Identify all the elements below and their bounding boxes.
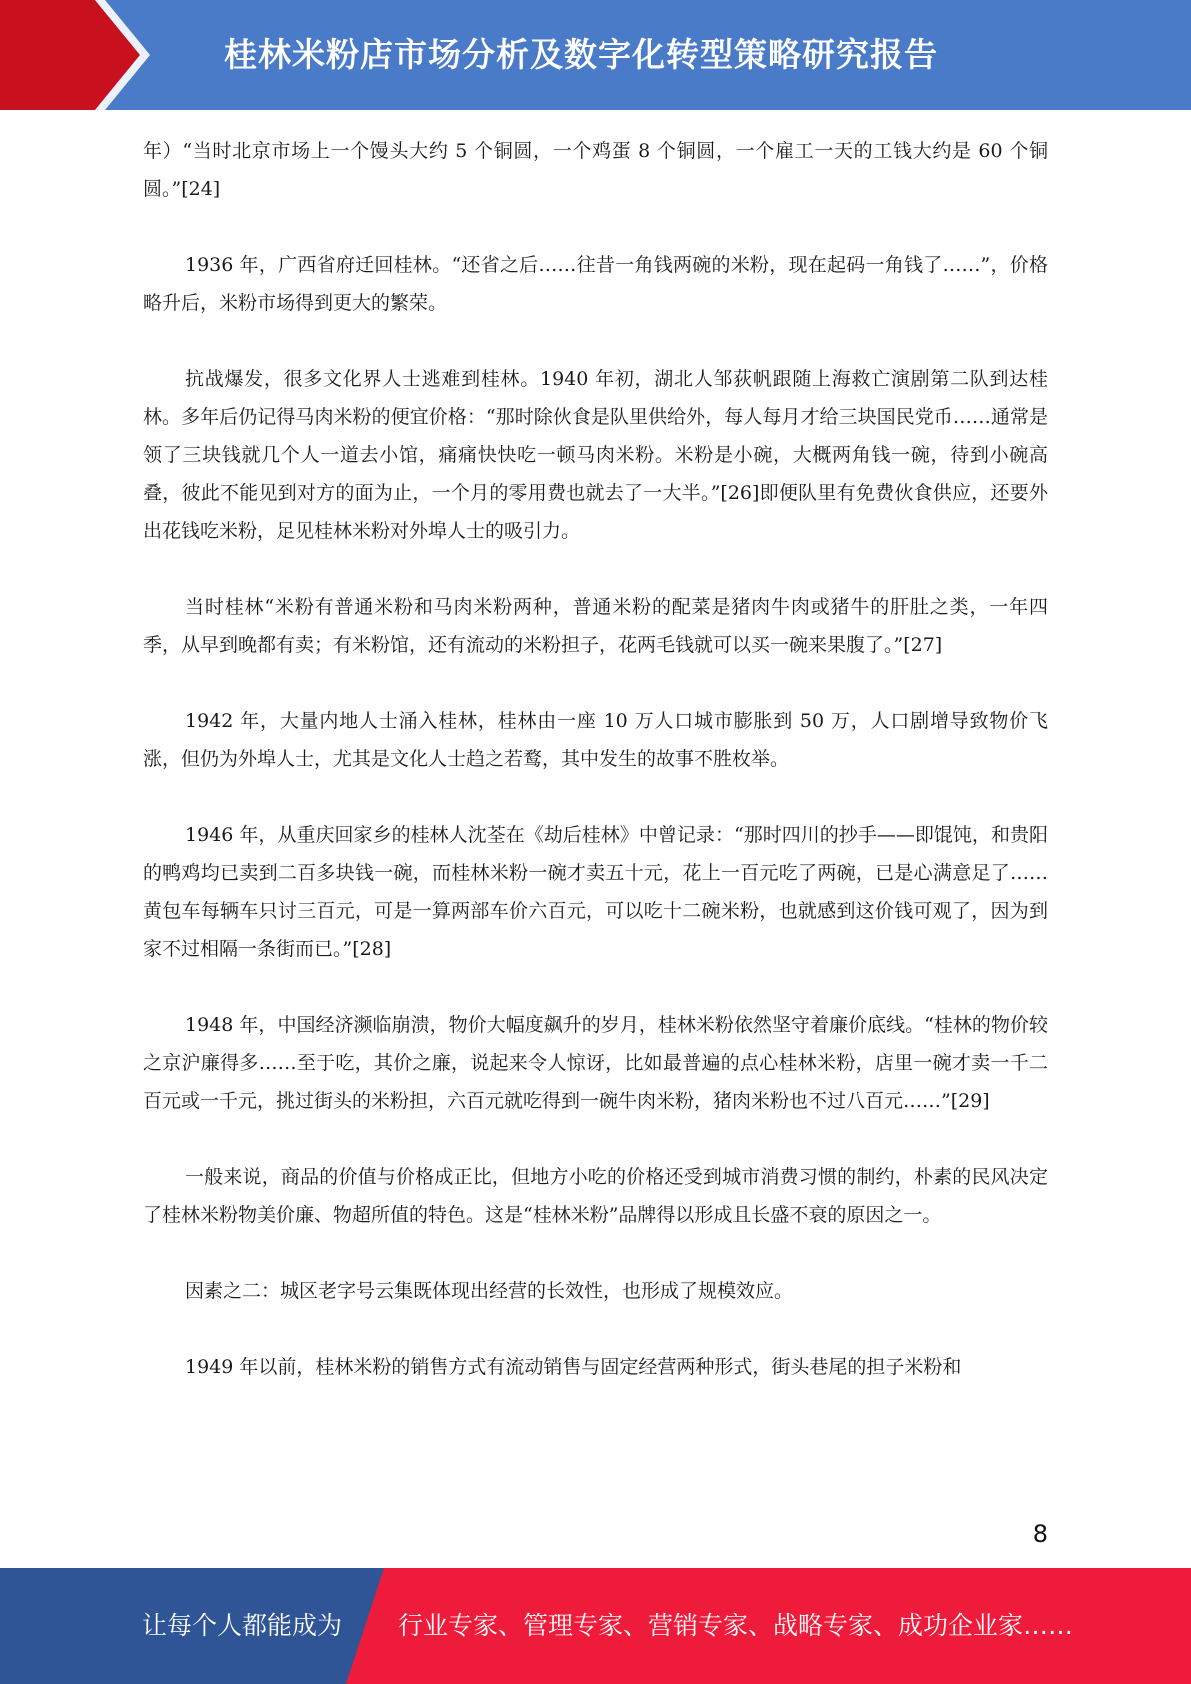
paragraph: 1949 年以前，桂林米粉的销售方式有流动销售与固定经营两种形式，街头巷尾的担子米粉和: [185, 1356, 962, 1378]
paragraph: 1936 年，广西省府迁回桂林。“还省之后……往昔一角钱两碗的米粉，现在起码一角钱了……”，价格略升后，米粉市场得到更大的繁荣。: [143, 254, 1048, 314]
paragraph: 因素之二：城区老字号云集既体现出经营的长效性，也形成了规模效应。: [185, 1280, 794, 1302]
paragraph: 1946 年，从重庆回家乡的桂林人沈荃在《劫后桂林》中曾记录：“那时四川的抄手——即馄饨，和贵阳的鸭鸡均已卖到二百多块钱一碗，而桂林米粉一碗才卖五十元，花上一百元吃了两碗，已是心满意足了……黄包车每辆车只讨三百元，可是一算两部车价六百元，可以吃十二碗米粉，也就感到这价钱可观了，因为到家不过相隔一条街而已。”[28]: [143, 824, 1048, 960]
page-footer: [0, 1568, 1191, 1684]
paragraph: 一般来说，商品的价值与价格成正比，但地方小吃的价格还受到城市消费习惯的制约，朴素的民风决定了桂林米粉物美价廉、物超所值的特色。这是“桂林米粉”品牌得以形成且长盛不衰的原因之一。: [143, 1166, 1048, 1226]
footer-slogan-right: 行业专家、管理专家、营销专家、战略专家、成功企业家……: [398, 1611, 1074, 1640]
paragraph: 抗战爆发，很多文化界人士逃难到桂林。1940 年初，湖北人邹荻帆跟随上海救亡演剧第二队到达桂林。多年后仍记得马肉米粉的便宜价格：“那时除伙食是队里供给外，每人每月才给三块国民党币……通常是领了三块钱就几个人一道去小馆，痛痛快快吃一顿马肉米粉。米粉是小碗，大概两角钱一碗，待到小碗高叠，彼此不能见到对方的面为止，一个月的零用费也就去了一大半。”[26]即便队里有免费伙食供应，还要外出花钱吃米粉，足见桂林米粉对外埠人士的吸引力。: [143, 368, 1048, 542]
paragraph: 当时桂林“米粉有普通米粉和马肉米粉两种，普通米粉的配菜是猪肉牛肉或猪牛的肝肚之类，一年四季，从早到晚都有卖；有米粉馆，还有流动的米粉担子，花两毛钱就可以买一碗来果腹了。”[27]: [143, 596, 1048, 656]
page-header: [0, 0, 1191, 110]
footer-slogan-left: 让每个人都能成为: [142, 1611, 343, 1640]
body-text: [143, 132, 1048, 1424]
paragraph: 1948 年，中国经济濒临崩溃，物价大幅度飙升的岁月，桂林米粉依然坚守着廉价底线。“桂林的物价较之京沪廉得多……至于吃，其价之廉，说起来令人惊讶，比如最普遍的点心桂林米粉，店里一碗才卖一千二百元或一千元，挑过街头的米粉担，六百元就吃得到一碗牛肉米粉，猪肉米粉也不过八百元……”[29]: [143, 1014, 1048, 1112]
report-title: 桂林米粉店市场分析及数字化转型策略研究报告: [224, 35, 938, 74]
paragraph: 年）“当时北京市场上一个馒头大约 5 个铜圆，一个鸡蛋 8 个铜圆，一个雇工一天的工钱大约是 60 个铜圆。”[24]: [143, 140, 1048, 200]
page-number: 8: [1032, 1520, 1048, 1548]
header-red-arrow: [0, 0, 150, 110]
paragraph: 1942 年，大量内地人士涌入桂林，桂林由一座 10 万人口城市膨胀到 50 万，人口剧增导致物价飞涨，但仍为外埠人士，尤其是文化人士趋之若鹜，其中发生的故事不胜枚举。: [143, 710, 1048, 770]
